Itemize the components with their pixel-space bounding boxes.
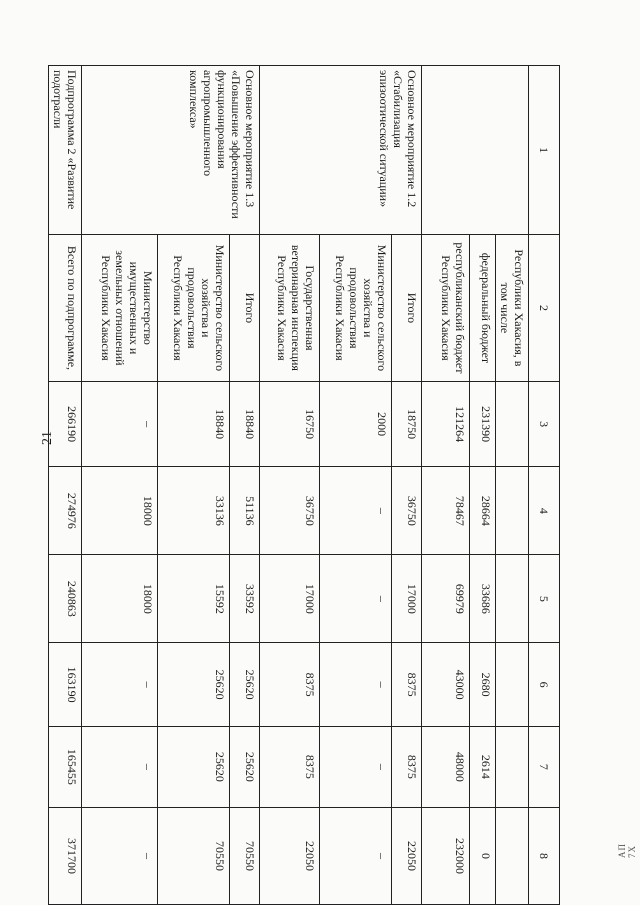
table-row xyxy=(230,66,260,905)
header-cell: 7 xyxy=(529,726,560,807)
table-row xyxy=(49,66,82,905)
header-cell: 1 xyxy=(529,66,560,235)
value-cell: 2680 xyxy=(470,643,496,726)
value-cell: 240863 xyxy=(49,555,82,643)
value-cell: 8375 xyxy=(392,726,422,807)
value-cell: 33686 xyxy=(470,555,496,643)
table-row xyxy=(392,66,422,905)
source-cell: республиканский бюджет Республики Хакасия xyxy=(422,235,470,382)
value-cell: 16750 xyxy=(260,381,320,467)
value-cell xyxy=(496,467,529,555)
value-cell xyxy=(496,643,529,726)
value-cell: 25620 xyxy=(158,726,230,807)
source-cell: Республики Хакасия, в том числе xyxy=(496,235,529,382)
header-cell: 3 xyxy=(529,381,560,467)
program-cell: Подпрограмма 2 «Развитие подотрасли xyxy=(49,66,82,235)
value-cell: 17000 xyxy=(260,555,320,643)
value-cell: – xyxy=(82,726,158,807)
value-cell: 165455 xyxy=(49,726,82,807)
table-row xyxy=(496,66,529,905)
program-cell: Основное мероприятие 1.2 «Стабилизация эпизоотической ситуации» xyxy=(260,66,422,235)
value-cell: 18750 xyxy=(392,381,422,467)
source-cell: Итого xyxy=(230,235,260,382)
value-cell: 36750 xyxy=(392,467,422,555)
value-cell: 163190 xyxy=(49,643,82,726)
value-cell: 69979 xyxy=(422,555,470,643)
value-cell: 266190 xyxy=(49,381,82,467)
side-code: АП 7Х xyxy=(617,843,637,858)
value-cell: 231390 xyxy=(470,381,496,467)
value-cell: 70550 xyxy=(158,807,230,904)
program-cell xyxy=(422,66,529,235)
value-cell: – xyxy=(320,807,392,904)
value-cell: 25620 xyxy=(230,726,260,807)
value-cell: 371700 xyxy=(49,807,82,904)
value-cell: – xyxy=(320,726,392,807)
value-cell: 8375 xyxy=(260,643,320,726)
value-cell: 232000 xyxy=(422,807,470,904)
value-cell: – xyxy=(320,643,392,726)
value-cell: – xyxy=(82,643,158,726)
source-cell: федеральный бюджет xyxy=(470,235,496,382)
value-cell: 78467 xyxy=(422,467,470,555)
value-cell: 17000 xyxy=(392,555,422,643)
program-cell: Основное мероприятие 1.3 «Повышение эффективности функционирования агропромышленного комплекса» xyxy=(82,66,260,235)
value-cell: – xyxy=(82,381,158,467)
value-cell: 18840 xyxy=(158,381,230,467)
value-cell: 2000 xyxy=(320,381,392,467)
source-cell: Министерство имущественных и земельных отношений Республики Хакасия xyxy=(82,235,158,382)
value-cell: 33136 xyxy=(158,467,230,555)
source-cell: Всего по подпрограмме, xyxy=(49,235,82,382)
value-cell: 51136 xyxy=(230,467,260,555)
header-cell: 6 xyxy=(529,643,560,726)
value-cell: 70550 xyxy=(230,807,260,904)
value-cell: 15592 xyxy=(158,555,230,643)
value-cell: 25620 xyxy=(158,643,230,726)
value-cell: 43000 xyxy=(422,643,470,726)
source-cell: Государственная ветеринарная инспекция Республики Хакасия xyxy=(260,235,320,382)
value-cell: 22050 xyxy=(260,807,320,904)
value-cell: 0 xyxy=(470,807,496,904)
value-cell: 2614 xyxy=(470,726,496,807)
value-cell xyxy=(496,726,529,807)
value-cell xyxy=(496,555,529,643)
value-cell: 18840 xyxy=(230,381,260,467)
value-cell: 48000 xyxy=(422,726,470,807)
value-cell: 33592 xyxy=(230,555,260,643)
value-cell: 8375 xyxy=(392,643,422,726)
value-cell: – xyxy=(82,807,158,904)
value-cell xyxy=(496,381,529,467)
header-row xyxy=(529,66,560,905)
value-cell: 18000 xyxy=(82,555,158,643)
value-cell: 25620 xyxy=(230,643,260,726)
value-cell: 8375 xyxy=(260,726,320,807)
value-cell: 36750 xyxy=(260,467,320,555)
value-cell: 22050 xyxy=(392,807,422,904)
value-cell: 18000 xyxy=(82,467,158,555)
header-cell: 5 xyxy=(529,555,560,643)
rotated-table-container xyxy=(51,65,560,905)
value-cell: – xyxy=(320,467,392,555)
page-number: 21 xyxy=(40,431,55,445)
header-cell: 8 xyxy=(529,807,560,904)
budget-table xyxy=(48,65,560,905)
value-cell: – xyxy=(320,555,392,643)
value-cell: 274976 xyxy=(49,467,82,555)
source-cell: Министерство сельского хозяйства и продовольствия Республики Хакасия xyxy=(320,235,392,382)
value-cell: 28664 xyxy=(470,467,496,555)
header-cell: 2 xyxy=(529,235,560,382)
source-cell: Министерство сельского хозяйства и продовольствия Республики Хакасия xyxy=(158,235,230,382)
header-cell: 4 xyxy=(529,467,560,555)
value-cell: 121264 xyxy=(422,381,470,467)
value-cell xyxy=(496,807,529,904)
source-cell: Итого xyxy=(392,235,422,382)
